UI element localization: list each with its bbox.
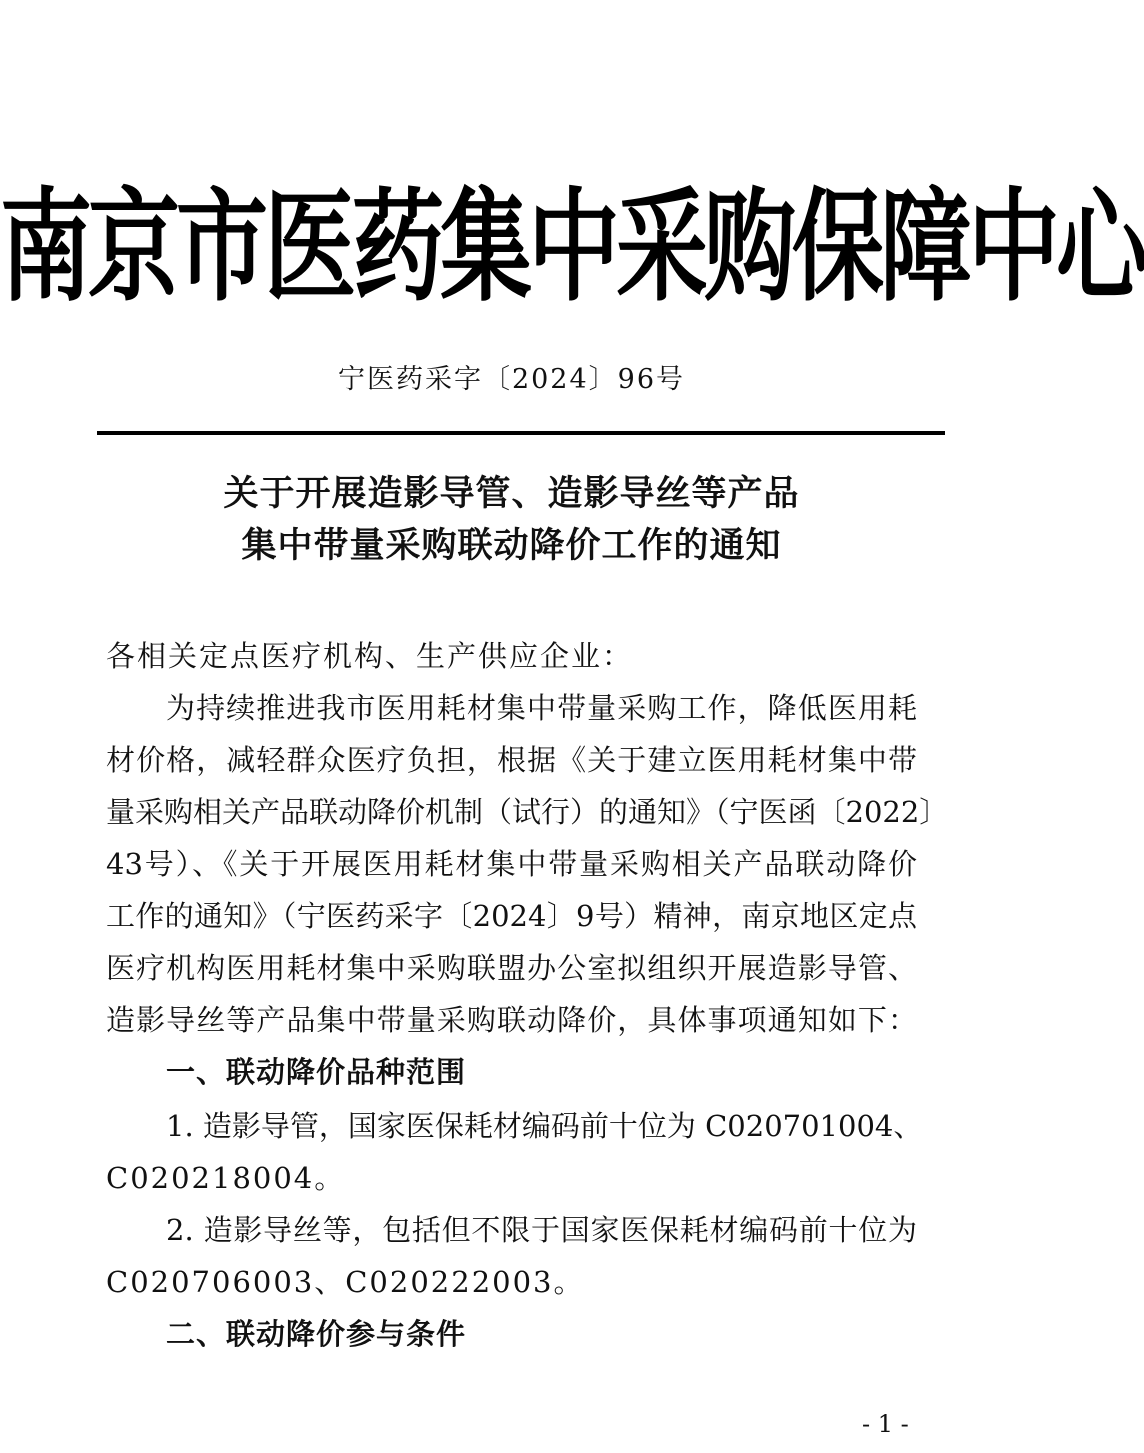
intro-paragraph-line: 工作的通知》（宁医药采字〔2024〕9号）精神，南京地区定点 (106, 899, 917, 933)
list-item-1-line: C020218004。 (106, 1161, 346, 1195)
salutation: 各相关定点医疗机构、生产供应企业： (106, 639, 634, 673)
intro-paragraph-line: 量采购相关产品联动降价机制（试行）的通知》（宁医函〔2022〕 (106, 795, 949, 829)
intro-paragraph-line: 医疗机构医用耗材集中采购联盟办公室拟组织开展造影导管、 (106, 951, 917, 985)
organization-name: 南京市医药集中采购保障中心 (0, 176, 1144, 318)
intro-paragraph-line: 43号）、《关于开展医用耗材集中带量采购相关产品联动降价 (106, 847, 917, 881)
header-divider-rule (97, 431, 945, 435)
issuing-organization-masthead (0, 176, 1144, 318)
document-title-line-2: 集中带量采购联动降价工作的通知 (241, 526, 782, 566)
document-title-line-1: 关于开展造影导管、造影导丝等产品 (223, 474, 800, 514)
list-item-2-line: 2. 造影导丝等，包括但不限于国家医保耗材编码前十位为 (166, 1213, 917, 1247)
document-number: 宁医药采字〔2024〕96号 (337, 364, 686, 395)
intro-paragraph-line: 为持续推进我市医用耗材集中带量采购工作，降低医用耗 (166, 691, 917, 725)
intro-paragraph-line: 造影导丝等产品集中带量采购联动降价，具体事项通知如下： (106, 1003, 917, 1037)
page-number: - 1 - (862, 1410, 909, 1438)
intro-paragraph-line: 材价格，减轻群众医疗负担，根据《关于建立医用耗材集中带 (106, 743, 917, 777)
section-heading-1: 一、联动降价品种范围 (166, 1055, 467, 1089)
list-item-1-line: 1. 造影导管，国家医保耗材编码前十位为 C020701004、 (166, 1109, 923, 1143)
section-heading-2: 二、联动降价参与条件 (166, 1317, 467, 1351)
list-item-2-line: C020706003、C020222003。 (106, 1265, 585, 1299)
